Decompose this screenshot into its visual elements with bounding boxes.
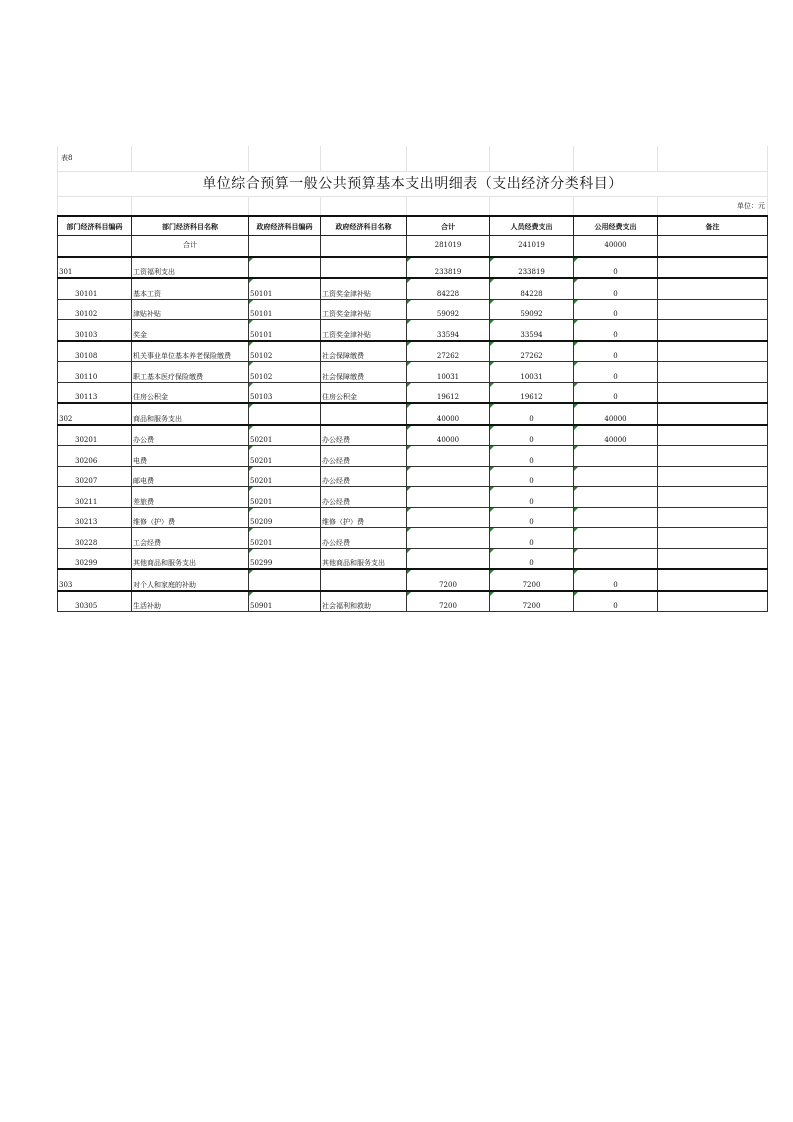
- gov-name-cell: 办公经费: [321, 425, 407, 446]
- table-row: [58, 569, 768, 591]
- gov-name-cell: 办公经费: [321, 528, 407, 549]
- public-cell: [574, 487, 658, 508]
- note-cell: [658, 403, 768, 425]
- dept-name-cell: 电费: [132, 446, 249, 467]
- gov-code-cell: 50103: [249, 382, 321, 403]
- total-cell: [407, 446, 490, 467]
- gov-name-cell: 办公经费: [321, 466, 407, 487]
- dept-name-cell: 住房公积金: [132, 382, 249, 403]
- personnel-cell: 33594: [490, 320, 574, 341]
- personnel-cell: 233819: [490, 257, 574, 279]
- public-cell: 0: [574, 278, 658, 299]
- public-cell: [574, 466, 658, 487]
- header-note: 备注: [658, 216, 768, 236]
- note-cell: [658, 446, 768, 467]
- dept-name-cell: 工会经费: [132, 528, 249, 549]
- total-public: 40000: [574, 236, 658, 257]
- dept-code-cell: 301: [58, 257, 132, 279]
- public-cell: 0: [574, 320, 658, 341]
- note-cell: [658, 257, 768, 279]
- total-label: 合计: [132, 236, 249, 257]
- budget-table: [57, 146, 768, 612]
- note-cell: [658, 278, 768, 299]
- dept-name-cell: 生活补助: [132, 591, 249, 612]
- dept-code-cell: 30207: [58, 466, 132, 487]
- dept-name-cell: 商品和服务支出: [132, 403, 249, 425]
- total-cell: [407, 487, 490, 508]
- total-cell: 10031: [407, 362, 490, 383]
- personnel-cell: 27262: [490, 341, 574, 362]
- unit-label: 单位：元: [658, 197, 768, 217]
- gov-code-cell: [249, 403, 321, 425]
- personnel-cell: 0: [490, 487, 574, 508]
- gov-code-cell: 50901: [249, 591, 321, 612]
- dept-name-cell: 工资福利支出: [132, 257, 249, 279]
- note-cell: [658, 507, 768, 528]
- total-cell: 27262: [407, 341, 490, 362]
- header-total: 合计: [407, 216, 490, 236]
- gov-code-cell: 50201: [249, 466, 321, 487]
- gov-code-cell: 50201: [249, 425, 321, 446]
- public-cell: [574, 507, 658, 528]
- total-personnel: 241019: [490, 236, 574, 257]
- gov-name-cell: 工资奖金津补贴: [321, 278, 407, 299]
- personnel-cell: 0: [490, 425, 574, 446]
- dept-name-cell: 对个人和家庭的补助: [132, 569, 249, 591]
- header-dept-code: 部门经济科目编码: [58, 216, 132, 236]
- dept-name-cell: 办公费: [132, 425, 249, 446]
- public-cell: 0: [574, 341, 658, 362]
- note-cell: [658, 425, 768, 446]
- dept-name-cell: 基本工资: [132, 278, 249, 299]
- table-row: [58, 548, 768, 569]
- personnel-cell: 0: [490, 466, 574, 487]
- personnel-cell: 0: [490, 507, 574, 528]
- table-row: [58, 446, 768, 467]
- note-cell: [658, 341, 768, 362]
- gov-code-cell: 50201: [249, 487, 321, 508]
- table-row: [58, 320, 768, 341]
- gov-name-cell: 其他商品和服务支出: [321, 548, 407, 569]
- dept-code-cell: 30305: [58, 591, 132, 612]
- gov-name-cell: 办公经费: [321, 446, 407, 467]
- total-cell: 233819: [407, 257, 490, 279]
- dept-code-cell: 302: [58, 403, 132, 425]
- public-cell: 40000: [574, 425, 658, 446]
- dept-code-cell: 30103: [58, 320, 132, 341]
- gov-code-cell: 50101: [249, 299, 321, 320]
- header-row: [58, 216, 768, 236]
- gov-code-cell: 50101: [249, 278, 321, 299]
- personnel-cell: 10031: [490, 362, 574, 383]
- note-cell: [658, 569, 768, 591]
- table-row: [58, 278, 768, 299]
- header-public: 公用经费支出: [574, 216, 658, 236]
- dept-code-cell: 30108: [58, 341, 132, 362]
- table-row: [58, 299, 768, 320]
- public-cell: 0: [574, 382, 658, 403]
- note-cell: [658, 382, 768, 403]
- personnel-cell: 0: [490, 548, 574, 569]
- total-cell: 19612: [407, 382, 490, 403]
- dept-name-cell: 机关事业单位基本养老保险缴费: [132, 341, 249, 362]
- gov-code-cell: 50299: [249, 548, 321, 569]
- total-cell: 84228: [407, 278, 490, 299]
- gov-code-cell: [249, 569, 321, 591]
- total-cell: 33594: [407, 320, 490, 341]
- gov-name-cell: 办公经费: [321, 487, 407, 508]
- dept-code-cell: 30102: [58, 299, 132, 320]
- personnel-cell: 7200: [490, 569, 574, 591]
- dept-code-cell: 30299: [58, 548, 132, 569]
- note-cell: [658, 320, 768, 341]
- total-cell: 7200: [407, 569, 490, 591]
- gov-name-cell: 维修（护）费: [321, 507, 407, 528]
- public-cell: [574, 446, 658, 467]
- header-dept-name: 部门经济科目名称: [132, 216, 249, 236]
- dept-name-cell: 津贴补贴: [132, 299, 249, 320]
- gov-name-cell: 工资奖金津补贴: [321, 320, 407, 341]
- gov-code-cell: 50209: [249, 507, 321, 528]
- dept-code-cell: 30201: [58, 425, 132, 446]
- table-row: [58, 403, 768, 425]
- header-gov-name: 政府经济科目名称: [321, 216, 407, 236]
- dept-code-cell: 303: [58, 569, 132, 591]
- public-cell: 0: [574, 257, 658, 279]
- public-cell: 40000: [574, 403, 658, 425]
- public-cell: 0: [574, 299, 658, 320]
- gov-name-cell: [321, 569, 407, 591]
- sheet-label: 表8: [58, 146, 132, 172]
- gov-name-cell: 社会保障缴费: [321, 341, 407, 362]
- personnel-cell: 19612: [490, 382, 574, 403]
- table-row: [58, 257, 768, 279]
- public-cell: 0: [574, 362, 658, 383]
- spreadsheet-page: [57, 146, 767, 612]
- gov-name-cell: 社会保障缴费: [321, 362, 407, 383]
- note-cell: [658, 548, 768, 569]
- total-cell: [407, 507, 490, 528]
- gov-code-cell: 50102: [249, 341, 321, 362]
- table-title: 单位综合预算一般公共预算基本支出明细表（支出经济分类科目）: [58, 172, 768, 197]
- header-gov-code: 政府经济科目编码: [249, 216, 321, 236]
- table-row: [58, 382, 768, 403]
- dept-code-cell: 30113: [58, 382, 132, 403]
- note-cell: [658, 299, 768, 320]
- note-cell: [658, 466, 768, 487]
- personnel-cell: 7200: [490, 591, 574, 612]
- gov-name-cell: 工资奖金津补贴: [321, 299, 407, 320]
- dept-name-cell: 差旅费: [132, 487, 249, 508]
- personnel-cell: 0: [490, 446, 574, 467]
- total-cell: [407, 466, 490, 487]
- dept-name-cell: 奖金: [132, 320, 249, 341]
- table-row: [58, 528, 768, 549]
- dept-name-cell: 职工基本医疗保险缴费: [132, 362, 249, 383]
- table-row: [58, 466, 768, 487]
- table-row: [58, 591, 768, 612]
- note-cell: [658, 362, 768, 383]
- table-row: [58, 487, 768, 508]
- total-row: [58, 236, 768, 257]
- public-cell: [574, 528, 658, 549]
- total-cell: 59092: [407, 299, 490, 320]
- total-cell: 40000: [407, 425, 490, 446]
- gov-code-cell: 50101: [249, 320, 321, 341]
- gov-code-cell: 50201: [249, 446, 321, 467]
- total-cell: 7200: [407, 591, 490, 612]
- dept-name-cell: 其他商品和服务支出: [132, 548, 249, 569]
- total-cell: 40000: [407, 403, 490, 425]
- dept-code-cell: 30211: [58, 487, 132, 508]
- note-cell: [658, 528, 768, 549]
- dept-name-cell: 邮电费: [132, 466, 249, 487]
- note-cell: [658, 487, 768, 508]
- dept-name-cell: 维修（护）费: [132, 507, 249, 528]
- table-row: [58, 362, 768, 383]
- public-cell: 0: [574, 569, 658, 591]
- gov-name-cell: [321, 257, 407, 279]
- total-cell: [407, 548, 490, 569]
- dept-code-cell: 30213: [58, 507, 132, 528]
- personnel-cell: 59092: [490, 299, 574, 320]
- dept-code-cell: 30110: [58, 362, 132, 383]
- gov-name-cell: 社会福利和救助: [321, 591, 407, 612]
- total-amount: 281019: [407, 236, 490, 257]
- total-cell: [407, 528, 490, 549]
- table-row: [58, 425, 768, 446]
- table-row: [58, 341, 768, 362]
- table-row: [58, 507, 768, 528]
- dept-code-cell: 30101: [58, 278, 132, 299]
- gov-name-cell: 住房公积金: [321, 382, 407, 403]
- public-cell: [574, 548, 658, 569]
- gov-code-cell: 50102: [249, 362, 321, 383]
- gov-code-cell: 50201: [249, 528, 321, 549]
- note-cell: [658, 591, 768, 612]
- personnel-cell: 84228: [490, 278, 574, 299]
- gov-name-cell: [321, 403, 407, 425]
- personnel-cell: 0: [490, 403, 574, 425]
- public-cell: 0: [574, 591, 658, 612]
- dept-code-cell: 30206: [58, 446, 132, 467]
- header-personnel: 人员经费支出: [490, 216, 574, 236]
- dept-code-cell: 30228: [58, 528, 132, 549]
- gov-code-cell: [249, 257, 321, 279]
- personnel-cell: 0: [490, 528, 574, 549]
